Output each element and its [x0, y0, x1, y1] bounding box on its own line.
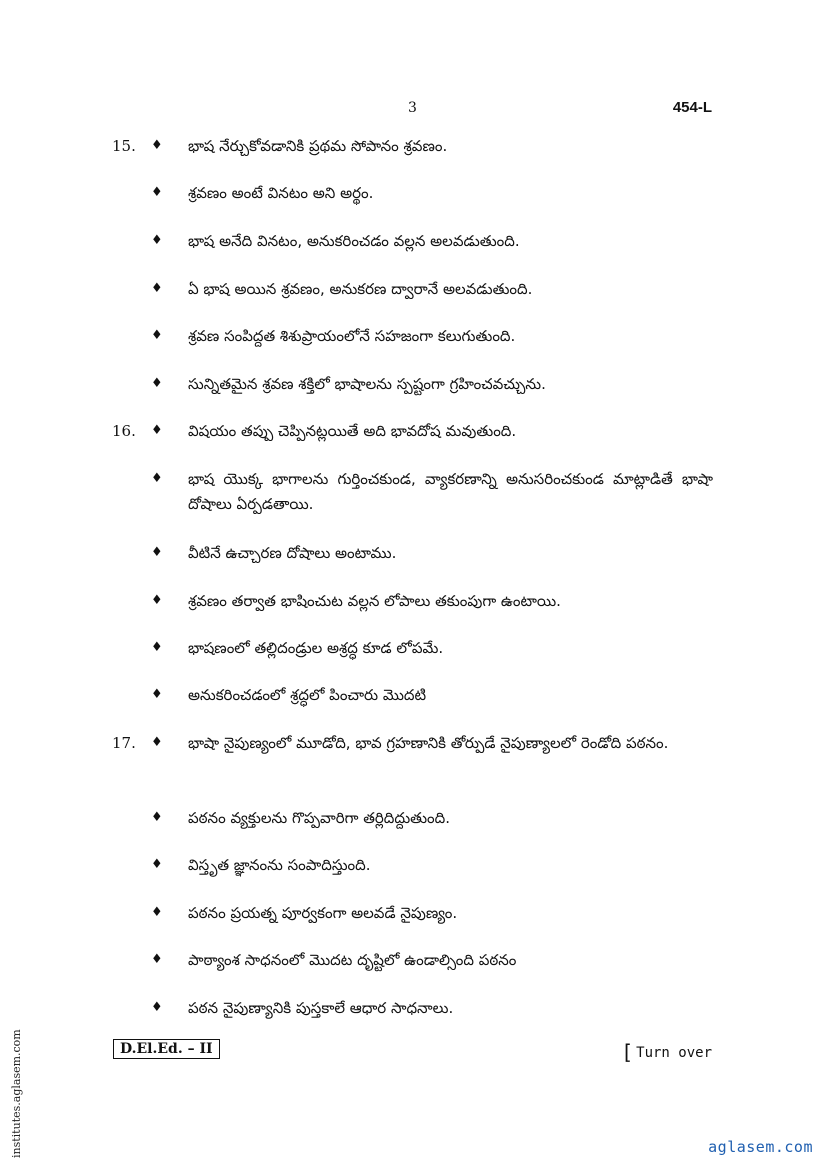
bullet-diamond-icon: ♦ — [151, 423, 163, 438]
course-label-box: D.El.Ed. – II — [113, 1039, 220, 1059]
answer-point: భాష అనేది వినటం, అనుకరించడం వల్లన అలవడుతుంది. — [188, 232, 520, 250]
bullet-diamond-icon: ♦ — [151, 640, 163, 655]
answer-point: భాష యొక్క భాగాలను గుర్తించకుండ, వ్యాకరణాన్ని అనుసరించకుండ మాట్లాడితే భాషా దోషాలు ఏర్పడతాయి. — [188, 470, 713, 513]
answer-point: పఠనం వ్యక్తులను గొప్పవారిగా తర్లిదిద్దుతుంది. — [188, 809, 450, 827]
answer-point: శ్రవణం అంటే వినటం అని అర్థం. — [188, 184, 374, 202]
bullet-diamond-icon: ♦ — [151, 545, 163, 560]
bullet-diamond-icon: ♦ — [151, 138, 163, 153]
question-number: 15. — [112, 137, 136, 155]
bullet-diamond-icon: ♦ — [151, 376, 163, 391]
answer-point: భాష నేర్చుకోవడానికి ప్రథమ సోపానం శ్రవణం. — [188, 137, 448, 155]
answer-point: పఠన నైపుణ్యానికి పుస్తకాలే ఆధార సాధనాలు. — [188, 999, 454, 1017]
bullet-diamond-icon: ♦ — [151, 328, 163, 343]
turn-over-label: Turn over — [636, 1045, 712, 1061]
bullet-diamond-icon: ♦ — [151, 905, 163, 920]
bullet-diamond-icon: ♦ — [151, 185, 163, 200]
answer-point: శ్రవణం తర్వాత భాషించుట వల్లన లోపాలు తకుంపుగా ఉంటాయి. — [188, 592, 561, 610]
paper-code: 454-L — [672, 99, 712, 116]
question-number: 16. — [112, 422, 136, 440]
turn-over — [621, 1040, 712, 1064]
answer-point: విస్తృత జ్ఞానంను సంపాదిస్తుంది. — [188, 856, 371, 874]
bullet-diamond-icon: ♦ — [151, 687, 163, 702]
question-number: 17. — [112, 734, 136, 752]
answer-point: సున్నితమైన శ్రవణ శక్తిలో భాషాలను స్పష్టంగా గ్రహించవచ్చును. — [188, 375, 546, 393]
answer-point: ఏ భాష అయిన శ్రవణం, అనుకరణ ద్వారానే అలవడుతుంది. — [188, 280, 533, 298]
bullet-diamond-icon: ♦ — [151, 810, 163, 825]
bullet-diamond-icon: ♦ — [151, 735, 163, 750]
bracket-icon: [ — [621, 1040, 634, 1064]
answer-point: పాఠ్యాంశ సాధనంలో మొదట దృష్టిలో ఉండాల్సింది పఠనం — [188, 951, 517, 969]
bullet-diamond-icon: ♦ — [151, 1000, 163, 1015]
answer-point: భాషా నైపుణ్యంలో మూడోది, భావ గ్రహణానికి తోర్పుడే నైపుణ్యాలలో రెండోది పఠనం. — [188, 734, 669, 752]
answer-point: వీటినే ఉచ్చారణ దోషాలు అంటాము. — [188, 544, 397, 562]
answer-point: పఠనం ప్రయత్న పూర్వకంగా అలవడే నైపుణ్యం. — [188, 904, 458, 922]
answer-point: భాషణంలో తల్లిదండ్రుల అశ్రద్ధ కూడ లోపమే. — [188, 639, 444, 657]
bullet-diamond-icon: ♦ — [151, 857, 163, 872]
site-watermark: aglasem.com — [708, 1138, 813, 1156]
bullet-diamond-icon: ♦ — [151, 593, 163, 608]
bullet-diamond-icon: ♦ — [151, 952, 163, 967]
side-watermark: institutes.aglasem.com — [10, 1029, 23, 1158]
bullet-diamond-icon: ♦ — [151, 233, 163, 248]
answer-point: విషయం తప్పు చెప్పినట్లయితే అది భావదోష మవుతుంది. — [188, 422, 517, 440]
page-number: 3 — [408, 100, 417, 116]
bullet-diamond-icon: ♦ — [151, 471, 163, 486]
answer-point: అనుకరించడంలో శ్రద్ధలో పించారు మొదటి — [188, 686, 427, 704]
bullet-diamond-icon: ♦ — [151, 281, 163, 296]
answer-point: శ్రవణ సంపిద్దత శిశుప్రాయంలోనే సహజంగా కలుగుతుంది. — [188, 327, 516, 345]
